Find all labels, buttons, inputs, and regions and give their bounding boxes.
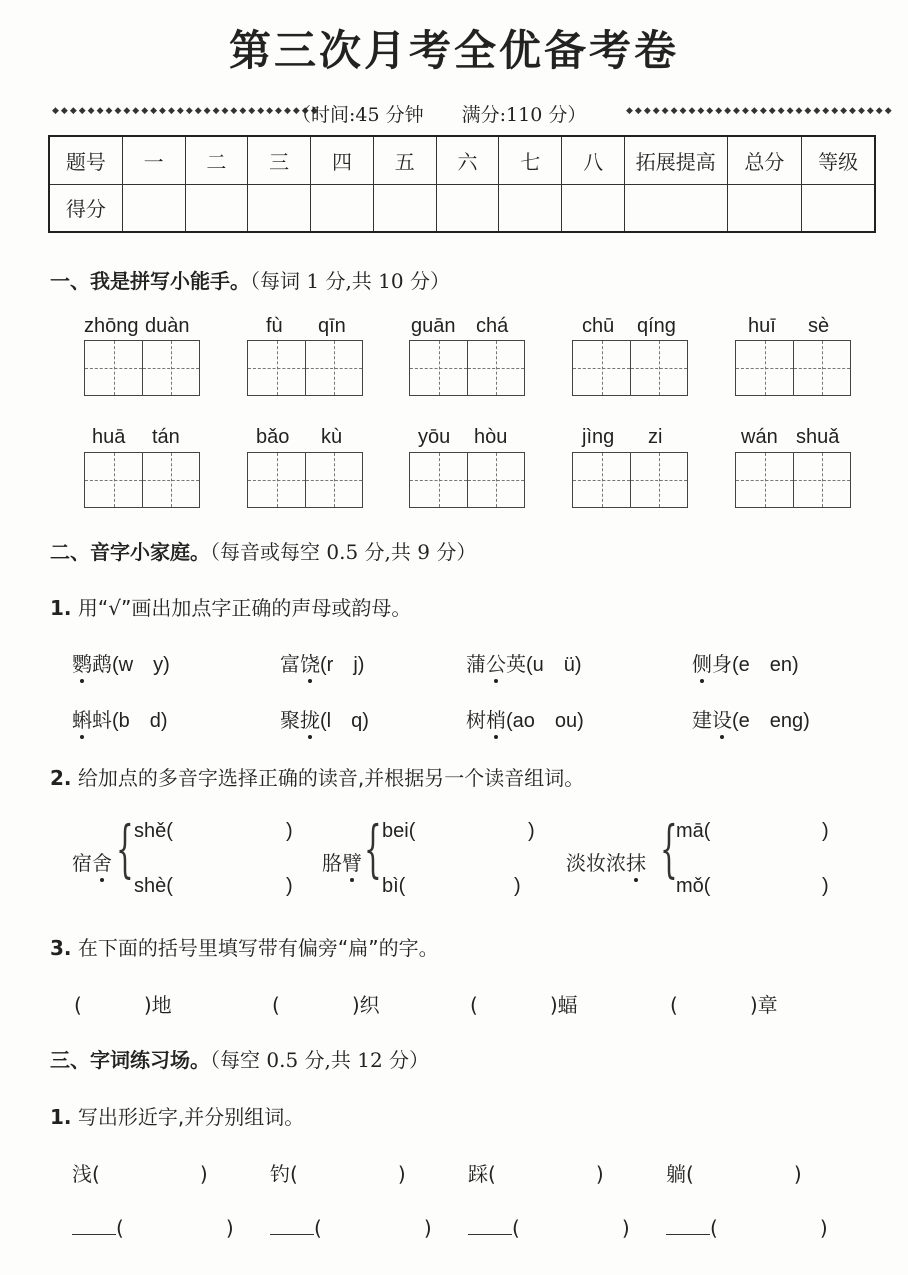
pinyin: duàn — [145, 315, 190, 337]
choice-item: 聚拢(l q) — [280, 708, 369, 732]
close-paren: ) — [528, 820, 535, 842]
close-paren: ) — [286, 875, 293, 897]
score-table-score-row — [49, 184, 875, 232]
fill-blank[interactable]: ( ) — [468, 1216, 630, 1240]
fill-blank[interactable]: ( )织 — [272, 993, 380, 1017]
score-cell[interactable] — [562, 184, 625, 232]
table-header: 总分 — [727, 136, 802, 184]
score-table — [48, 135, 876, 233]
fill-blank[interactable]: 躺( ) — [666, 1162, 802, 1186]
pinyin: huī — [748, 315, 776, 337]
reading-option: shě( — [134, 820, 173, 842]
writing-grid[interactable] — [572, 452, 688, 508]
reading-option: mǒ( — [676, 875, 711, 897]
fill-blank[interactable]: 钓( ) — [270, 1162, 406, 1186]
brace: { — [116, 812, 134, 885]
writing-grid[interactable] — [572, 340, 688, 396]
pinyin: qíng — [637, 315, 676, 337]
choice-item: 鹦鹉(w y) — [72, 652, 170, 676]
polyphone-word: 淡妆浓抹 — [566, 851, 646, 875]
table-header: 等级 — [802, 136, 875, 184]
writing-grid[interactable] — [409, 452, 525, 508]
fill-blank[interactable]: ( ) — [72, 1216, 234, 1240]
table-header: 八 — [562, 136, 625, 184]
score-cell[interactable] — [248, 184, 311, 232]
table-header: 三 — [248, 136, 311, 184]
pinyin: zhōng — [84, 315, 139, 337]
fill-blank[interactable]: ( )章 — [670, 993, 778, 1017]
fill-blank[interactable]: ( ) — [270, 1216, 432, 1240]
writing-grid[interactable] — [84, 452, 200, 508]
pinyin: sè — [808, 315, 830, 337]
polyphone-word: 胳臂 — [322, 851, 362, 875]
question-2-3: 3. 在下面的括号里填写带有偏旁“扁”的字。 — [50, 936, 439, 960]
brace: { — [660, 812, 678, 885]
fill-blank[interactable]: 浅( ) — [72, 1162, 208, 1186]
choice-item: 建设(e eng) — [692, 708, 810, 732]
score-cell[interactable] — [122, 184, 185, 232]
table-header: 题号 — [49, 136, 122, 184]
brace: { — [364, 812, 382, 885]
score-cell[interactable] — [802, 184, 875, 232]
choice-item: 蝌蚪(b d) — [72, 708, 168, 732]
writing-grid[interactable] — [247, 452, 363, 508]
score-cell[interactable] — [185, 184, 248, 232]
reading-option: bei( — [382, 820, 416, 842]
fill-blank[interactable]: 踩( ) — [468, 1162, 604, 1186]
section-2-heading: 二、音字小家庭。（每音或每空 0.5 分,共 9 分） — [50, 540, 477, 564]
close-paren: ) — [822, 820, 829, 842]
question-3-1: 1. 写出形近字,并分别组词。 — [50, 1105, 305, 1129]
close-paren: ) — [514, 875, 521, 897]
fill-blank[interactable]: ( )蝠 — [470, 993, 578, 1017]
score-cell[interactable] — [436, 184, 499, 232]
writing-grid[interactable] — [247, 340, 363, 396]
section-1-heading: 一、我是拼写小能手。（每词 1 分,共 10 分） — [50, 269, 450, 293]
pinyin: huā — [92, 426, 126, 448]
pinyin: shuǎ — [796, 426, 840, 448]
writing-grid[interactable] — [409, 340, 525, 396]
pinyin: kù — [321, 426, 343, 448]
question-2-1: 1. 用“√”画出加点字正确的声母或韵母。 — [50, 596, 412, 620]
question-2-2: 2. 给加点的多音字选择正确的读音,并根据另一个读音组词。 — [50, 766, 585, 790]
table-header: 七 — [499, 136, 562, 184]
fill-blank[interactable]: ( ) — [666, 1216, 828, 1240]
pinyin: zi — [648, 426, 663, 448]
polyphone-word: 宿舍 — [72, 851, 112, 875]
score-cell[interactable] — [499, 184, 562, 232]
section-3-heading: 三、字词练习场。（每空 0.5 分,共 12 分） — [50, 1048, 430, 1072]
pinyin: hòu — [474, 426, 508, 448]
writing-grid[interactable] — [735, 452, 851, 508]
choice-item: 侧身(e en) — [692, 652, 799, 676]
table-header: 四 — [311, 136, 374, 184]
pinyin: wán — [741, 426, 778, 448]
pinyin: bǎo — [256, 426, 290, 448]
pinyin: jìng — [582, 426, 615, 448]
table-header: 一 — [122, 136, 185, 184]
writing-grid[interactable] — [84, 340, 200, 396]
choice-item: 树梢(ao ou) — [466, 708, 584, 732]
table-header: 五 — [373, 136, 436, 184]
pinyin: guān — [411, 315, 456, 337]
score-cell[interactable] — [373, 184, 436, 232]
dotted-rule-left: ◆◆◆◆◆◆◆◆◆◆◆◆◆◆◆◆◆◆◆◆◆◆◆◆◆◆◆◆◆◆ — [52, 106, 320, 116]
dotted-rule-right: ◆◆◆◆◆◆◆◆◆◆◆◆◆◆◆◆◆◆◆◆◆◆◆◆◆◆◆◆◆◆ — [626, 106, 894, 116]
pinyin: yōu — [418, 426, 451, 448]
close-paren: ) — [286, 820, 293, 842]
score-cell[interactable] — [624, 184, 727, 232]
pinyin: fù — [266, 315, 283, 337]
table-row-label: 得分 — [49, 184, 122, 232]
reading-option: shè( — [134, 875, 173, 897]
table-header: 二 — [185, 136, 248, 184]
table-header: 六 — [436, 136, 499, 184]
table-header: 拓展提高 — [624, 136, 727, 184]
score-cell[interactable] — [727, 184, 802, 232]
writing-grid[interactable] — [735, 340, 851, 396]
score-cell[interactable] — [311, 184, 374, 232]
pinyin: chá — [476, 315, 509, 337]
choice-item: 富饶(r j) — [280, 652, 365, 676]
pinyin: qīn — [318, 315, 346, 337]
close-paren: ) — [822, 875, 829, 897]
choice-item: 蒲公英(u ü) — [466, 652, 582, 676]
pinyin: tán — [152, 426, 180, 448]
fill-blank[interactable]: ( )地 — [74, 993, 172, 1017]
reading-option: bì( — [382, 875, 406, 897]
score-table-header-row — [49, 136, 875, 184]
exam-info: （时间:45 分钟 满分:110 分） — [292, 104, 587, 126]
pinyin: chū — [582, 315, 615, 337]
reading-option: mā( — [676, 820, 711, 842]
page-title: 第三次月考全优备考卷 — [228, 26, 679, 75]
